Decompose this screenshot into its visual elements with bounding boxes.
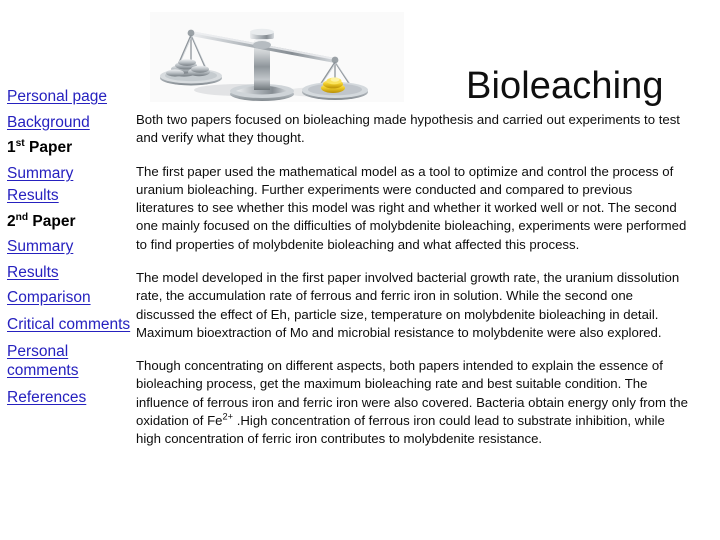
sidebar-item-comparison[interactable]: Comparison [7,289,91,306]
sidebar-item-personal-comments[interactable]: Personal comments [7,343,79,380]
sidebar-item-references[interactable]: References [7,389,87,407]
paragraph-3: The model developed in the first paper involved bacterial growth rate, the uranium dissolution rate, the accumulation rate of ferrous and ferric iron in solution. While the second one discussed the effect of Eh, particle size, temperature on molybdenite bioleaching in detail. Maximum bioextraction of Mo and microbial resistance to molybdenite were also explored. [136,269,680,340]
sidebar-item-first-paper-results[interactable]: Results [7,187,59,204]
sidebar-item-background[interactable]: Background [7,113,90,131]
sidebar-item-second-paper-summary[interactable]: Summary [7,238,74,255]
page-title: Bioleaching [466,65,664,108]
paragraph-4 [136,357,692,448]
balance-scale-image [150,12,404,102]
paragraph-2: The first paper used the mathematical model as a tool to optimize and control the process of uranium bioleaching. Further experiments were conducted and compared to previous literatures to see whether this model was right and whether it worked well or not. The second one mainly focused on the difficulties of molybdenite bioleaching, experiments were performed to find properties of molybdenite bioleaching and what affected this process. [136,163,687,252]
paragraph-1: Both two papers focused on bioleaching made hypothesis and carried out experiments to test and verify what they thought. [136,112,680,146]
sidebar-heading-first-paper-suffix: st [15,137,25,149]
sidebar-heading-first-paper [7,137,132,156]
sidebar-heading-first-paper-number: 1 [7,139,16,156]
balance-scale-illustration [150,12,404,102]
sidebar-item-critical-comments[interactable]: Critical comments [7,315,131,333]
main-content [136,111,692,449]
sidebar-item-first-paper-summary[interactable]: Summary [7,164,74,182]
sidebar-navigation [0,89,132,416]
paragraph-4-part1: Though concentrating on different aspects, both papers intended to explain the essence of bioleaching process, get the maximum bioleaching rate and best suitable condition. The influence of ferrous iron and ferric iron were also covered. Bacteria obtain energy only from the oxidation of Fe [136,358,688,428]
sidebar-heading-second-paper-rest: Paper [28,212,76,230]
sidebar-heading-second-paper-suffix: nd [15,211,29,223]
sidebar-heading-second-paper [7,211,132,230]
sidebar-item-personal-page[interactable]: Personal page [7,88,107,105]
sidebar-heading-first-paper-rest: Paper [24,139,73,156]
ferrous-ion-superscript: 2+ [222,411,234,422]
sidebar-heading-second-paper-number: 2 [7,212,16,230]
paragraph-4-part2: .High concentration of ferrous iron could lead to substrate inhibition, while high concentration of ferric iron contributes to molybdenite resistance. [136,412,665,447]
sidebar-item-second-paper-results[interactable]: Results [7,263,59,281]
